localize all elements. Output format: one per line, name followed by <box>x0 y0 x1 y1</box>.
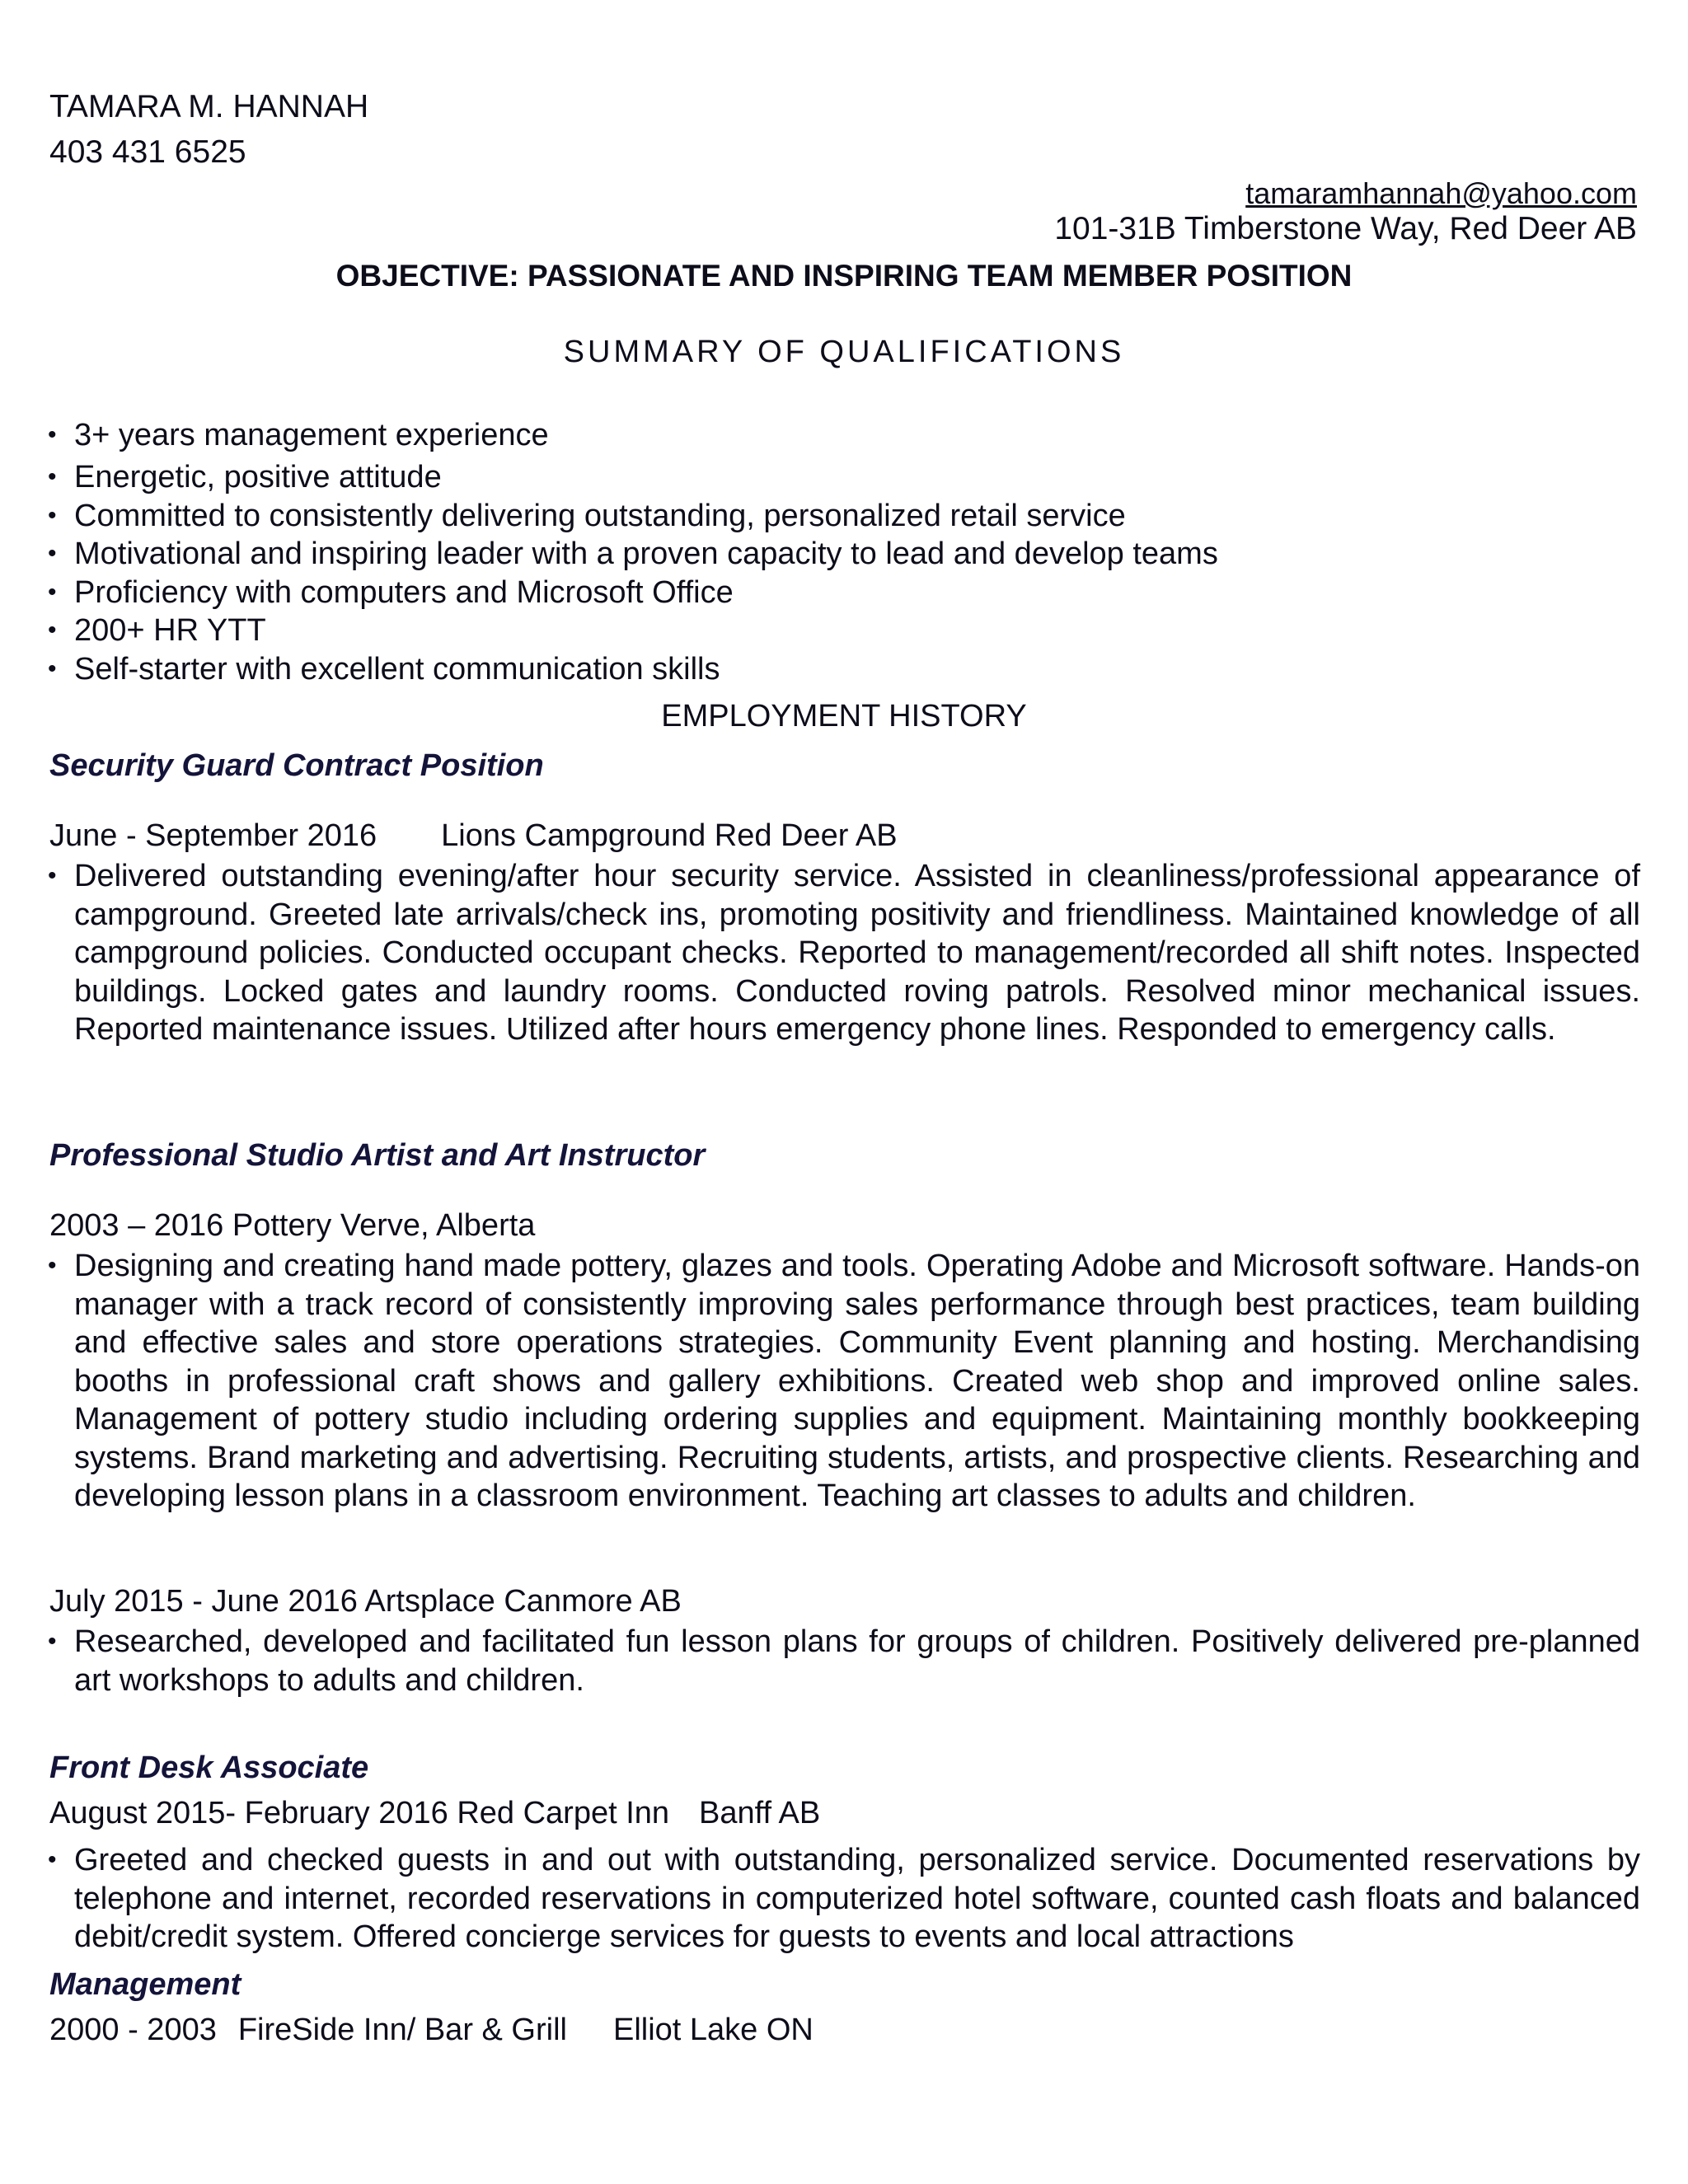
list-item: • Motivational and inspiring leader with a proven capacity to lead and develop teams <box>48 535 1218 574</box>
summary-heading: SUMMARY OF QUALIFICATIONS <box>563 335 1125 369</box>
job-dates-frontdesk <box>49 1796 820 1831</box>
applicant-name: TAMARA M. HANNAH <box>49 89 369 124</box>
list-item: • 200+ HR YTT <box>48 612 1218 650</box>
list-item: • Energetic, positive attitude <box>48 458 1218 497</box>
job-dates-artist: 2003 – 2016 Pottery Verve, Alberta <box>49 1208 536 1243</box>
job-title-security: Security Guard Contract Position <box>49 748 544 783</box>
phone-number: 403 431 6525 <box>49 134 246 170</box>
job-description-frontdesk: • Greeted and checked guests in and out with outstanding, personalized service. Documented reservations by telephone and internet, recorded reservations in computerized hotel software, counted cash floats and balanced debit/credit system. Offered concierge services for guests to events and local attractions <box>48 1841 1640 1957</box>
job-venue: FireSide Inn/ Bar & Grill <box>237 2013 567 2047</box>
job-title-frontdesk: Front Desk Associate <box>49 1750 369 1785</box>
list-item: • Proficiency with computers and Microsoft Office <box>48 574 1218 612</box>
home-address: 101-31B Timberstone Way, Red Deer AB <box>1054 211 1637 246</box>
job-description-security: • Delivered outstanding evening/after hour security service. Assisted in cleanliness/professional appearance of campground. Greeted late arrivals/check ins, promoting positivity and friendliness. Maintained knowledge of all campground policies. Conducted occupant checks. Reported to management/recorded all shift notes. Inspected buildings. Locked gates and laundry rooms. Conducted roving patrols. Resolved minor mechanical issues. Reported maintenance issues. Utilized after hours emergency phone lines. Responded to emergency calls. <box>48 857 1640 1049</box>
list-item: • 3+ years management experience <box>48 412 1218 458</box>
job-dates-security <box>49 818 898 854</box>
email-link[interactable]: tamaramhannah@yahoo.com <box>1245 176 1637 210</box>
objective-statement: OBJECTIVE: PASSIONATE AND INSPIRING TEAM MEMBER POSITION <box>335 259 1353 293</box>
list-item: • Committed to consistently delivering outstanding, personalized retail service <box>48 497 1218 536</box>
job-location: Lions Campground Red Deer AB <box>441 818 898 853</box>
employment-heading: EMPLOYMENT HISTORY <box>661 699 1027 733</box>
job-location: Banff AB <box>699 1796 821 1830</box>
job-dates: August 2015- February 2016 Red Carpet Inn <box>49 1796 670 1830</box>
job-title-management: Management <box>49 1967 241 2002</box>
list-item: • Self-starter with excellent communication skills <box>48 650 1218 689</box>
job-dates-management <box>49 2013 814 2048</box>
job-dates: June - September 2016 <box>49 818 377 853</box>
qualifications-list <box>48 412 1218 688</box>
job-description-artist: • Designing and creating hand made pottery, glazes and tools. Operating Adobe and Microsoft software. Hands-on manager with a track record of consistently improving sales performance through best practices, team building and effective sales and store operations strategies. Community Event planning and hosting. Merchandising booths in professional craft shows and gallery exhibitions. Created web shop and improved online sales. Management of pottery studio including ordering supplies and equipment. Maintaining monthly bookkeeping systems. Brand marketing and advertising. Recruiting students, artists, and prospective clients. Researching and developing lesson plans in a classroom environment. Teaching art classes to adults and children. <box>48 1247 1640 1516</box>
job-location: Elliot Lake ON <box>612 2013 814 2047</box>
job-description-artsplace: • Researched, developed and facilitated fun lesson plans for groups of children. Positively delivered pre-planned art workshops to adults and children. <box>48 1623 1640 1699</box>
job-dates: 2000 - 2003 <box>49 2013 217 2047</box>
job-title-artist: Professional Studio Artist and Art Instructor <box>49 1138 706 1173</box>
job-dates-artsplace: July 2015 - June 2016 Artsplace Canmore AB <box>49 1584 682 1619</box>
